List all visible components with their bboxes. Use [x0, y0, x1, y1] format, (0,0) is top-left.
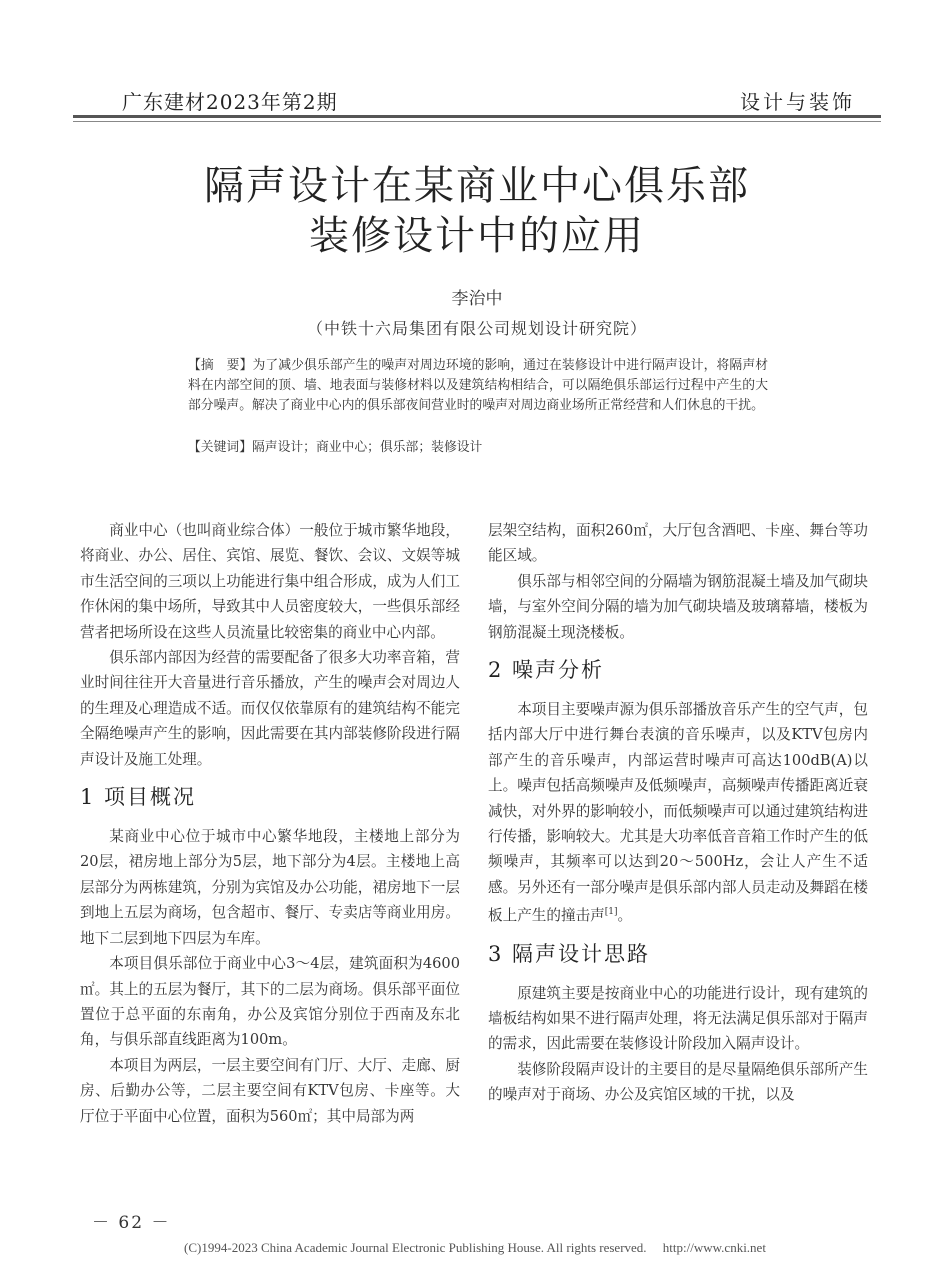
section-1-heading: 1 项目概况 — [80, 785, 197, 810]
section-header: 设计与装饰 — [740, 90, 855, 114]
keywords-text: 隔声设计；商业中心；俱乐部；装修设计 — [251, 440, 483, 455]
section-3-paragraph-2: 装修阶段隔声设计的主要目的是尽量隔绝俱乐部所产生的噪声对于商场、办公及宾馆区域的干扰，以及 — [488, 1060, 868, 1104]
citation-reference: [1] — [604, 907, 618, 918]
section-3-heading: 3 隔声设计思路 — [488, 941, 651, 966]
left-column — [80, 518, 460, 1129]
page-number: － 62 － — [92, 1213, 171, 1233]
intro-paragraph-2: 俱乐部内部因为经营的需要配备了很多大功率音箱，营业时间往往开大音量进行音乐播放，产生的噪声会对周边人的生理及心理造成不适。而仅仅依靠原有的建筑结构不能完全隔绝噪声产生的影响，因此需要在其内部装修阶段进行隔声设计及施工处理。 — [80, 649, 460, 768]
abstract-label: 【摘 要】 — [188, 358, 253, 373]
header-rule-thin — [73, 121, 881, 122]
article-title-line2: 装修设计中的应用 — [309, 213, 645, 259]
section-2-paragraph-1 — [488, 697, 868, 929]
copyright-footer: (C)1994-2023 China Academic Journal Electronic Publishing House. All rights reserved. http://www.cnki.net — [184, 1240, 766, 1255]
abstract-text: 为了减少俱乐部产生的噪声对周边环境的影响，通过在装修设计中进行隔声设计，将隔声材料在内部空间的顶、墙、地表面与装修材料以及建筑结构相结合，可以隔绝俱乐部运行过程中产生的大部分噪声。解决了商业中心内的俱乐部夜间营业时的噪声对周边商业场所正常经营和人们休息的干扰。 — [188, 358, 769, 413]
keywords-label: 【关键词】 — [188, 440, 252, 455]
author-affiliation: （中铁十六局集团有限公司规划设计研究院） — [306, 319, 647, 338]
keywords — [188, 438, 768, 458]
section-1-paragraph-3: 本项目为两层，一层主要空间有门厅、大厅、走廊、厨房、后勤办公等，二层主要空间有KTV包房、卡座等。大厅位于平面中心位置，面积为560㎡；其中局部为两 — [80, 1056, 460, 1125]
author-name: 李治中 — [451, 289, 503, 309]
section-1-paragraph-2: 本项目俱乐部位于商业中心3～4层，建筑面积为4600㎡。其上的五层为餐厅，其下的二层为商场。俱乐部平面位置位于总平面的东南角，办公及宾馆分别位于西南及东北角，与俱乐部直线距离为100m。 — [80, 955, 460, 1049]
section-1-paragraph-4: 俱乐部与相邻空间的分隔墙为钢筋混凝土墙及加气砌块墙，与室外空间分隔的墙为加气砌块墙及玻璃幕墙，楼板为钢筋混凝土现浇楼板。 — [488, 572, 868, 641]
journal-header: 广东建材2023年第2期 — [122, 90, 338, 114]
section-2-paragraph-1-end: 。 — [617, 907, 633, 925]
header-rule-thick — [73, 115, 881, 118]
section-1-paragraph-3-continued: 层架空结构，面积260㎡，大厅包含酒吧、卡座、舞台等功能区域。 — [488, 522, 868, 565]
section-1-paragraph-1: 某商业中心位于城市中心繁华地段，主楼地上部分为20层，裙房地上部分为5层，地下部分为4层。主楼地上高层部分为两栋建筑，分别为宾馆及办公功能，裙房地下一层到地上五层为商场，包含超市、餐厅、专卖店等商业用房。地下二层到地下四层为车库。 — [80, 828, 460, 947]
section-2-paragraph-1-text: 本项目主要噪声源为俱乐部播放音乐产生的空气声，包括内部大厅中进行舞台表演的音乐噪声，以及KTV包房内部产生的音乐噪声，内部运营时噪声可高达100dB(A)以上。噪声包括高频噪声及低频噪声，高频噪声传播距离近衰减快，对外界的影响较小，而低频噪声可以通过建筑结构进行传播，影响较大。尤其是大功率低音音箱工作时产生的低频噪声，其频率可以达到20～500Hz，会让人产生不适感。另外还有一部分噪声是俱乐部内部人员走动及舞蹈在楼板上产生的撞击声 — [488, 701, 868, 925]
section-2-heading: 2 噪声分析 — [488, 658, 605, 683]
right-column — [488, 518, 868, 1108]
intro-paragraph-1: 商业中心（也叫商业综合体）一般位于城市繁华地段，将商业、办公、居住、宾馆、展览、餐饮、会议、文娱等城市生活空间的三项以上功能进行集中组合形成，成为人们工作休闲的集中场所，导致其中人员密度较大，一些俱乐部经营者把场所设在这些人员流量比较密集的商业中心内部。 — [80, 522, 460, 641]
abstract — [188, 356, 768, 416]
section-3-paragraph-1: 原建筑主要是按商业中心的功能进行设计，现有建筑的墙板结构如果不进行隔声处理，将无法满足俱乐部对于隔声的需求，因此需要在装修设计阶段加入隔声设计。 — [488, 984, 868, 1053]
article-title-line1: 隔声设计在某商业中心俱乐部 — [204, 163, 750, 209]
